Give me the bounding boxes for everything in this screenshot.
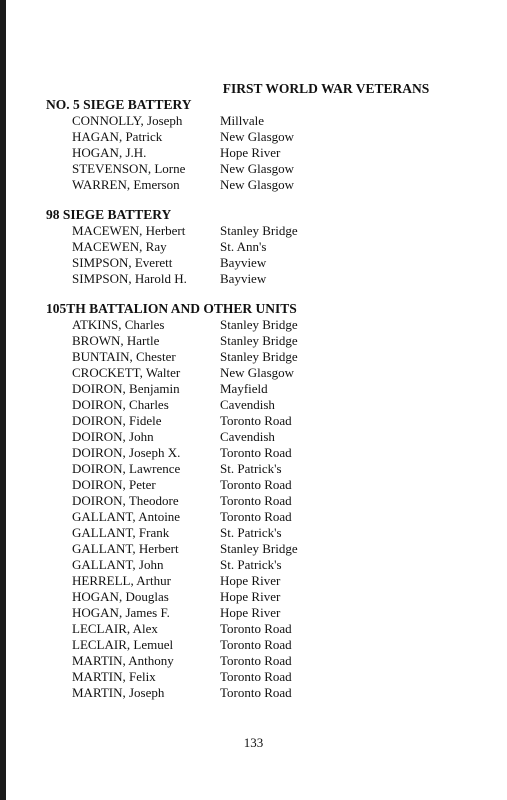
veteran-name: CROCKETT, Walter — [72, 365, 181, 380]
list-item — [46, 429, 486, 445]
page-number: 133 — [243, 735, 264, 750]
veteran-place: Stanley Bridge — [220, 333, 298, 348]
veteran-place: Bayview — [220, 255, 267, 270]
veteran-name: CONNOLLY, Joseph — [72, 113, 183, 128]
veteran-name: HAGAN, Patrick — [72, 129, 163, 144]
veteran-place: New Glasgow — [220, 177, 295, 192]
list-item — [46, 461, 486, 477]
veteran-place: Toronto Road — [220, 509, 292, 524]
veteran-name: DOIRON, Lawrence — [72, 461, 181, 476]
list-item — [46, 669, 486, 685]
veteran-name: DOIRON, John — [72, 429, 154, 444]
veteran-place: Toronto Road — [220, 477, 292, 492]
veteran-place: Hope River — [220, 573, 281, 588]
veteran-name: DOIRON, Fidele — [72, 413, 162, 428]
veteran-place: Toronto Road — [220, 669, 292, 684]
veteran-place: Hope River — [220, 605, 281, 620]
veteran-name: DOIRON, Theodore — [72, 493, 179, 508]
list-item — [46, 333, 486, 349]
list-item — [46, 397, 486, 413]
section-heading: NO. 5 SIEGE BATTERY — [46, 97, 192, 112]
veteran-place: St. Ann's — [220, 239, 267, 254]
veteran-place: Hope River — [220, 145, 281, 160]
veteran-name: GALLANT, Antoine — [72, 509, 181, 524]
page-edge-shadow — [0, 0, 6, 800]
list-item — [46, 493, 486, 509]
veteran-place: Hope River — [220, 589, 281, 604]
veteran-place: Stanley Bridge — [220, 223, 298, 238]
veteran-name: GALLANT, Frank — [72, 525, 170, 540]
veteran-name: GALLANT, Herbert — [72, 541, 179, 556]
section — [46, 207, 486, 287]
list-item — [46, 349, 486, 365]
list-item — [46, 271, 486, 287]
veteran-name: BUNTAIN, Chester — [72, 349, 176, 364]
list-item — [46, 381, 486, 397]
veteran-name: BROWN, Hartle — [72, 333, 160, 348]
veteran-name: HOGAN, Douglas — [72, 589, 169, 604]
veterans-list — [46, 80, 486, 715]
list-item — [46, 605, 486, 621]
veteran-name: DOIRON, Joseph X. — [72, 445, 181, 460]
veteran-place: New Glasgow — [220, 365, 295, 380]
veteran-place: Toronto Road — [220, 445, 292, 460]
veteran-name: MACEWEN, Ray — [72, 239, 167, 254]
veteran-name: MACEWEN, Herbert — [72, 223, 186, 238]
veteran-name: HERRELL, Arthur — [72, 573, 171, 588]
list-item — [46, 477, 486, 493]
veteran-place: Cavendish — [220, 397, 275, 412]
veteran-place: Toronto Road — [220, 653, 292, 668]
list-item — [46, 239, 486, 255]
list-item — [46, 223, 486, 239]
list-item — [46, 541, 486, 557]
list-item — [46, 177, 486, 193]
section — [46, 97, 486, 193]
veteran-name: ATKINS, Charles — [72, 317, 165, 332]
veteran-name: WARREN, Emerson — [72, 177, 180, 192]
veteran-place: St. Patrick's — [220, 557, 282, 572]
list-item — [46, 365, 486, 381]
veteran-place: Stanley Bridge — [220, 541, 298, 556]
list-item — [46, 129, 486, 145]
veteran-place: Toronto Road — [220, 621, 292, 636]
list-item — [46, 113, 486, 129]
list-item — [46, 637, 486, 653]
veteran-place: Millvale — [220, 113, 265, 128]
veteran-name: DOIRON, Peter — [72, 477, 156, 492]
veteran-place: Bayview — [220, 271, 267, 286]
sections-container — [46, 97, 486, 701]
veteran-name: STEVENSON, Lorne — [72, 161, 186, 176]
list-item — [46, 621, 486, 637]
veteran-place: Stanley Bridge — [220, 349, 298, 364]
veteran-place: St. Patrick's — [220, 461, 282, 476]
veteran-name: GALLANT, John — [72, 557, 164, 572]
list-item — [46, 509, 486, 525]
section-heading: 105TH BATTALION AND OTHER UNITS — [46, 301, 297, 316]
list-item — [46, 589, 486, 605]
list-item — [46, 255, 486, 271]
veteran-name: LECLAIR, Alex — [72, 621, 158, 636]
veteran-place: Toronto Road — [220, 685, 292, 700]
veteran-place: Mayfield — [220, 381, 268, 396]
veteran-place: Toronto Road — [220, 493, 292, 508]
page-title: FIRST WORLD WAR VETERANS — [222, 81, 430, 96]
veteran-name: HOGAN, James F. — [72, 605, 170, 620]
veteran-name: LECLAIR, Lemuel — [72, 637, 174, 652]
list-item — [46, 445, 486, 461]
veteran-place: Toronto Road — [220, 637, 292, 652]
veteran-place: Cavendish — [220, 429, 275, 444]
veteran-name: HOGAN, J.H. — [72, 145, 147, 160]
veteran-place: New Glasgow — [220, 161, 295, 176]
list-item — [46, 685, 486, 701]
list-item — [46, 653, 486, 669]
veteran-name: MARTIN, Anthony — [72, 653, 174, 668]
section — [46, 301, 486, 701]
list-item — [46, 317, 486, 333]
veteran-name: DOIRON, Charles — [72, 397, 169, 412]
list-item — [46, 525, 486, 541]
veteran-name: SIMPSON, Everett — [72, 255, 173, 270]
list-item — [46, 161, 486, 177]
list-item — [46, 573, 486, 589]
veteran-place: New Glasgow — [220, 129, 295, 144]
veteran-place: Toronto Road — [220, 413, 292, 428]
veteran-place: Stanley Bridge — [220, 317, 298, 332]
veteran-name: MARTIN, Joseph — [72, 685, 165, 700]
veteran-place: St. Patrick's — [220, 525, 282, 540]
section-heading: 98 SIEGE BATTERY — [46, 207, 172, 222]
list-item — [46, 413, 486, 429]
veteran-name: MARTIN, Felix — [72, 669, 156, 684]
veteran-name: SIMPSON, Harold H. — [72, 271, 187, 286]
list-item — [46, 557, 486, 573]
list-item — [46, 145, 486, 161]
veteran-name: DOIRON, Benjamin — [72, 381, 180, 396]
